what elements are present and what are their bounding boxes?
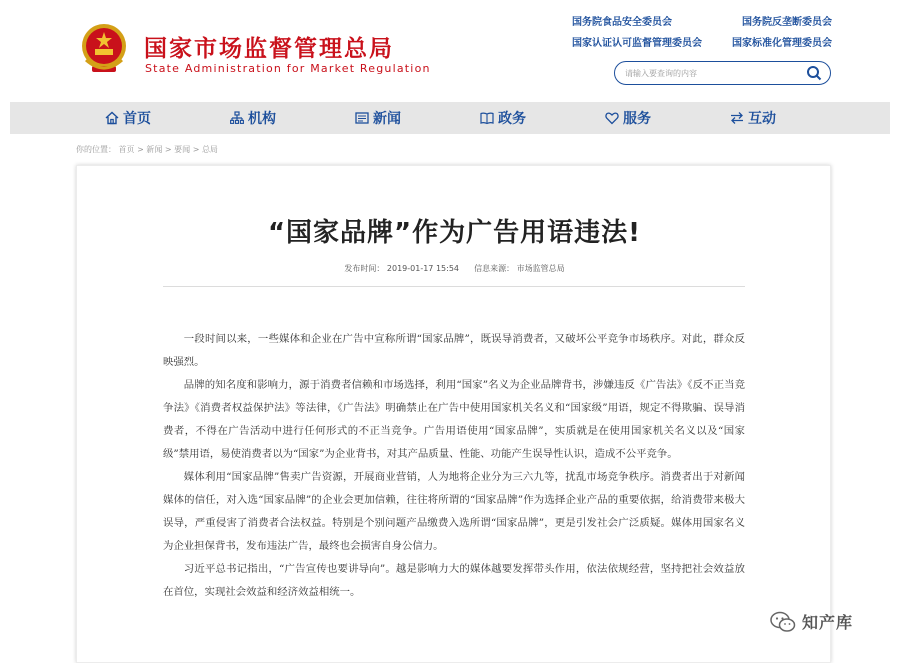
breadcrumb-separator: > (137, 145, 147, 154)
meta-divider (163, 286, 745, 287)
source-label: 信息来源： (474, 264, 515, 273)
breadcrumb-item-headquarters[interactable]: 总局 (201, 145, 218, 154)
article-title: “国家品牌”作为广告用语违法! (267, 218, 642, 248)
top-links (572, 13, 832, 55)
article-paragraph: 习近平总书记指出，“广告宣传也要讲导向”。越是影响力大的媒体越要发挥带头作用，依法依规经营，坚持把社会效益放在首位，实现社会效益和经济效益相统一。 (163, 563, 745, 598)
heart-icon (605, 111, 619, 125)
breadcrumb (76, 144, 218, 155)
book-icon (480, 111, 494, 125)
breadcrumb-separator: > (164, 145, 175, 154)
top-link-certification[interactable]: 国家认证认可监督管理委员会 (572, 38, 702, 49)
publish-time: 2019-01-17 15:54 (386, 264, 459, 273)
search-box (614, 61, 831, 85)
nav-item-label: 机构 (248, 111, 276, 127)
nav-item-label: 政务 (498, 111, 526, 127)
article-paragraph: 媒体利用“国家品牌”售卖广告资源，开展商业营销，人为地将企业分为三六九等，扰乱市场竞争秩序。消费者出于对新闻媒体的信任，对入选“国家品牌”的企业会更加信赖，往往将所谓的“国家品牌”作为选择企业产品的重要依据，给消费带来极大误导，严重侵害了消费者合法权益。特别是个别问题产品缴费入选所谓“国家品牌”，更是引发社会广泛质疑。媒体用国家名义为企业担保背书，发布违法广告，最终也会损害自身公信力。 (163, 471, 745, 552)
search-icon[interactable] (806, 65, 822, 81)
nav-item-government[interactable] (480, 102, 526, 134)
source-value: 市场监管总局 (516, 264, 565, 273)
nav-item-label: 新闻 (373, 111, 401, 127)
nav-item-org[interactable] (230, 102, 276, 134)
nav-item-services[interactable] (605, 102, 651, 134)
breadcrumb-separator: > (192, 145, 202, 154)
watermark-text: 知产库 (802, 613, 854, 632)
nav-item-news[interactable] (355, 102, 401, 134)
watermark (770, 610, 853, 633)
exchange-arrows-icon (730, 111, 744, 125)
newspaper-icon (355, 111, 369, 125)
nav-item-interaction[interactable] (730, 102, 776, 134)
article-meta (77, 263, 832, 274)
search-input[interactable] (625, 65, 795, 81)
nav-item-home[interactable] (105, 102, 151, 134)
breadcrumb-item-home[interactable]: 首页 (118, 145, 135, 154)
nav-item-label: 互动 (748, 111, 776, 127)
top-link-antitrust[interactable]: 国务院反垄断委员会 (742, 17, 832, 28)
home-icon (105, 111, 119, 125)
site-title[interactable]: 国家市场监督管理总局 (144, 36, 394, 62)
nav-item-label: 首页 (123, 111, 151, 127)
top-link-food-safety[interactable]: 国务院食品安全委员会 (572, 17, 672, 28)
wechat-icon (770, 611, 796, 633)
site-subtitle: State Administration for Market Regulation (145, 62, 431, 75)
main-nav (10, 102, 890, 134)
national-emblem-icon[interactable] (80, 22, 128, 78)
site-header (0, 0, 900, 102)
nav-item-label: 服务 (623, 111, 651, 127)
breadcrumb-item-key-news[interactable]: 要闻 (174, 145, 191, 154)
top-link-standardization[interactable]: 国家标准化管理委员会 (732, 38, 832, 49)
breadcrumb-prefix: 你的位置： (76, 145, 116, 154)
article-body (163, 328, 745, 604)
article-card (76, 165, 831, 663)
article-paragraph: 品牌的知名度和影响力，源于消费者信赖和市场选择，利用“国家”名义为企业品牌背书，涉嫌违反《广告法》《反不正当竞争法》《消费者权益保护法》等法律，《广告法》明确禁止在广告中使用国家机关名义和“国家级”用语，规定不得欺骗、误导消费者，不得在广告活动中进行任何形式的不正当竞争。广告用语使用“国家品牌”，实质就是在使用国家机关名义以及“国家级”禁用语，易使消费者以为“国家”为企业背书，对其产品质量、性能、功能产生误导性认识，造成不公平竞争。 (163, 379, 745, 460)
article-paragraph: 一段时间以来，一些媒体和企业在广告中宣称所谓“国家品牌”，既误导消费者，又破坏公平竞争市场秩序。对此，群众反映强烈。 (163, 333, 745, 368)
breadcrumb-item-news[interactable]: 新闻 (146, 145, 163, 154)
publish-time-label: 发布时间： (344, 264, 385, 273)
org-chart-icon (230, 111, 244, 125)
